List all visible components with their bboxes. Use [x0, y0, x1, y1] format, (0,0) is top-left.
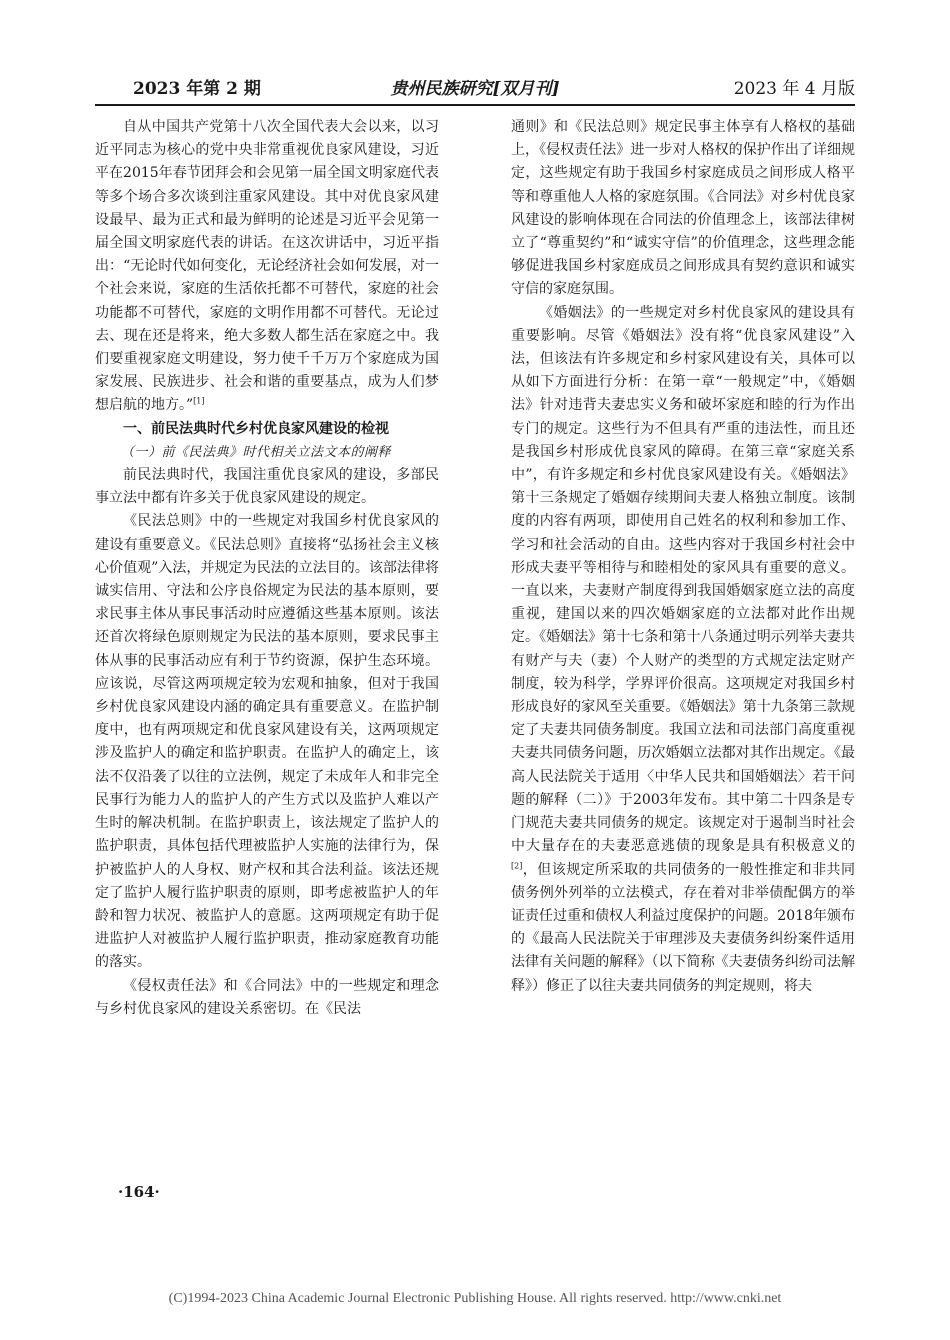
journal-issue: 2023 年第 2 期	[133, 79, 261, 99]
subsection-title: （一）前《民法典》时代相关立法文本的阐释	[121, 444, 392, 460]
right-column	[511, 116, 855, 998]
page-number: ·164·	[118, 1183, 160, 1201]
left-column	[95, 116, 439, 1021]
paragraph-text: 自从中国共产党第十八次全国代表大会以来，以习近平同志为核心的党中央非常重视优良家风建设，习近平在2015年春节团拜会和会见第一届全国文明家庭代表等多个场合多次谈到注重家风建设。其中对优良家风建设最早、最为正式和最为鲜明的论述是习近平会见第一届全国文明家庭代表的讲话。在这次讲话中，习近平指出：“无论时代如何变化，无论经济社会如何发展，对一个社会来说，家庭的生活依托都不可替代，家庭的社会功能都不可替代，家庭的文明作用都不可替代。无论过去、现在还是将来，绝大多数人都生活在家庭之中。我们要重视家庭文明建设，努力使千千万万个家庭成为国家发展、民族进步、社会和谐的重要基点，成为人们梦想启航的地方。”	[95, 119, 439, 414]
running-header	[95, 74, 855, 104]
paragraph-text: ，但该规定所采取的共同债务的一般性推定和非共同债务例外列举的立法模式，存在着对非举债配偶方的举证责任过重和债权人利益过度保护的问题。2018年颁布的《最高人民法院关于审理涉及夫妻债务纠纷案件适用法律有关问题的解释》（以下简称《夫妻债务纠纷司法解释》）修正了以往夫妻共同债务的判定规则，将夫	[511, 861, 855, 994]
paragraph: 通则》和《民法总则》规定民事主体享有人格权的基础上，《侵权责任法》进一步对人格权的保护作出了详细规定，这些规定有助于我国乡村家庭成员之间形成人格平等和尊重他人人格的家庭氛围。《合同法》对乡村优良家风建设的影响体现在合同法的价值理念上，该部法律树立了“尊重契约”和“诚实守信”的价值理念，这些理念能够促进我国乡村家庭成员之间形成具有契约意识和诚实守信的家庭氛围。	[511, 119, 855, 298]
paragraph-text: 《婚姻法》的一些规定对乡村优良家风的建设具有重要影响。尽管《婚姻法》没有将“优良家风建设”入法，但该法有许多规定和乡村家风建设有关，具体可以从如下方面进行分析：在第一章“一般规定”中，《婚姻法》针对违背夫妻忠实义务和破坏家庭和睦的行为作出专门的规定。这些行为不但具有严重的违法性，而且还是我国乡村形成优良家风的障碍。在第三章“家庭关系中”，有许多规定和乡村优良家风建设有关。《婚姻法》第十三条规定了婚姻存续期间夫妻人格独立制度。该制度的内容有两项，即使用自己姓名的权利和参加工作、学习和社会活动的自由。这些内容对于我国乡村社会中形成夫妻平等相待与和睦相处的家风具有重要的意义。一直以来，夫妻财产制度得到我国婚姻家庭立法的高度重视，建国以来的四次婚姻家庭的立法都对此作出规定。《婚姻法》第十七条和第十八条通过明示列举夫妻共有财产与夫（妻）个人财产的类型的方式规定法定财产制度，较为科学，学界评价很高。这项规定对我国乡村形成良好的家风至关重要。《婚姻法》第十九条第三款规定了夫妻共同债务制度。我国立法和司法部门高度重视夫妻共同债务问题，历次婚姻立法都对其作出规定。《最高人民法院关于适用〈中华人民共和国婚姻法〉若干问题的解释（二）》于2003年发布。其中第二十四条是专门规范夫妻共同债务的规定。该规定对于遏制当时社会中大量存在的夫妻恶意逃债的现象是具有积极意义的	[511, 304, 855, 855]
header-rule	[95, 104, 855, 106]
journal-edition: 2023 年 4 月版	[733, 79, 855, 99]
paragraph: 《侵权责任法》和《合同法》中的一些规定和理念与乡村优良家风的建设关系密切。在《民法	[95, 977, 439, 1017]
paragraph: 《民法总则》中的一些规定对我国乡村优良家风的建设有重要意义。《民法总则》直接将“弘扬社会主义核心价值观”入法，并规定为民法的立法目的。该部法律将诚实信用、守法和公序良俗规定为民法的基本原则，要求民事主体从事民事活动时应遵循这些基本原则。该法还首次将绿色原则规定为民法的基本原则，要求民事主体从事的民事活动应有利于节约资源，保护生态环境。应该说，尽管这两项规定较为宏观和抽象，但对于我国乡村优良家风建设内涵的确定具有重要意义。在监护制度中，也有两项规定和优良家风建设有关，这两项规定涉及监护人的确定和监护职责。在监护人的确定上，该法不仅沿袭了以往的立法例，规定了未成年人和非完全民事行为能力人的监护人的产生方式以及监护人难以产生时的解决机制。在监护职责上，该法规定了监护人的监护职责，具体包括代理被监护人实施的法律行为，保护被监护人的人身权、财产权和其合法利益。该法还规定了监护人履行监护职责的原则，即考虑被监护人的年龄和智力状况、被监护人的意愿。这两项规定有助于促进监护人对被监护人履行监护职责，推动家庭教育功能的落实。	[95, 513, 439, 971]
paragraph: 前民法典时代，我国注重优良家风的建设，多部民事立法中都有许多关于优良家风建设的规定。	[95, 467, 439, 507]
reference-mark: [2]	[511, 860, 523, 870]
journal-title: 贵州民族研究[双月刊]	[390, 79, 560, 99]
reference-mark: [1]	[193, 396, 205, 406]
section-title: 一、前民法典时代乡村优良家风建设的检视	[123, 420, 389, 437]
paragraph	[95, 116, 439, 418]
paragraph	[511, 302, 855, 998]
copyright-footer: (C)1994-2023 China Academic Journal Electronic Publishing House. All rights reserved. http://www.cnki.net	[168, 1291, 782, 1306]
